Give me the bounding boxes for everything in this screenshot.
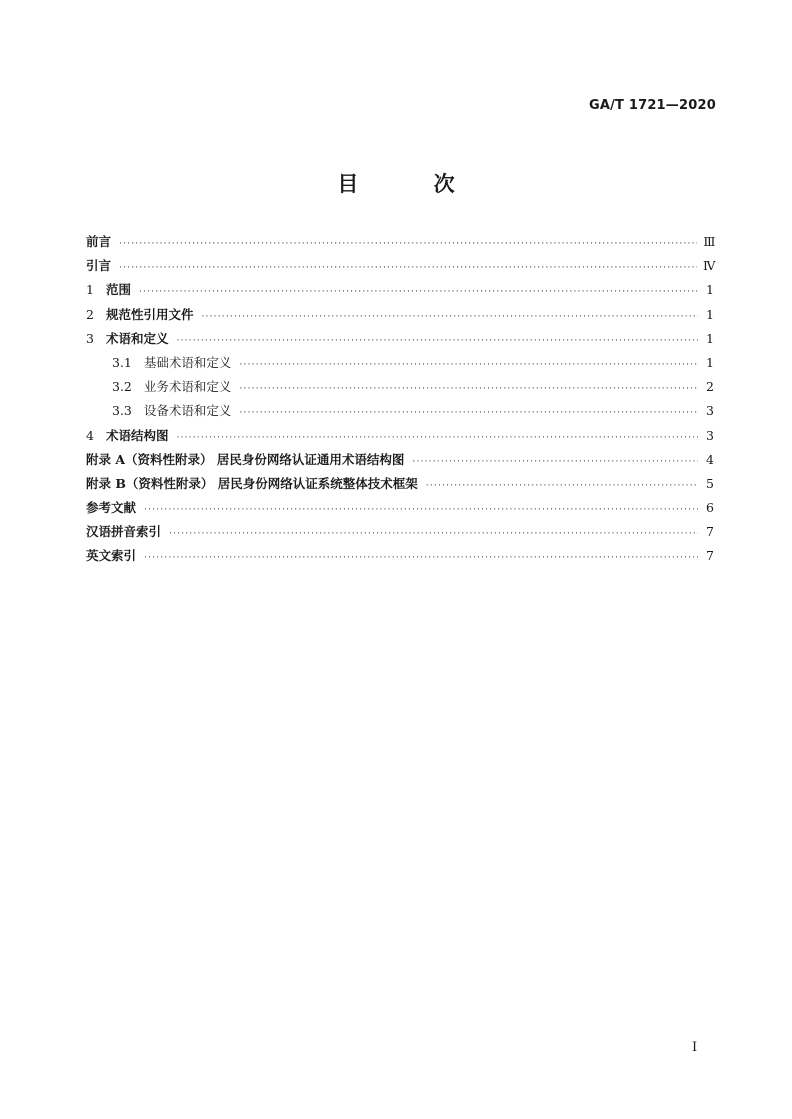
toc-entry-label: 3.2 业务术语和定义	[112, 379, 232, 395]
toc-leader-dots	[239, 360, 698, 370]
toc-entry-label: 附录 A（资料性附录） 居民身份网络认证通用术语结构图	[86, 451, 405, 467]
toc-entry-terms-definitions[interactable]	[86, 329, 714, 353]
toc-entry-label: 4 术语结构图	[86, 427, 169, 443]
toc-entry-label: 3.3 设备术语和定义	[112, 403, 232, 419]
toc-entry-introduction[interactable]	[86, 256, 714, 280]
toc-entry-number: 1	[86, 282, 94, 298]
toc-entry-number: 3.1	[112, 354, 132, 370]
toc-entry-number: 3	[86, 330, 94, 346]
toc-leader-dots	[426, 481, 698, 491]
toc-entry-appendix-a[interactable]	[86, 450, 714, 474]
toc-entry-page: 7	[706, 548, 714, 564]
toc-entry-appendix-b[interactable]	[86, 474, 714, 498]
toc-entry-label: 3.1 基础术语和定义	[112, 354, 232, 370]
toc-entry-device-terms[interactable]	[86, 401, 714, 425]
toc-title: 目 次	[337, 171, 489, 196]
toc-entry-pinyin-index[interactable]	[86, 522, 714, 546]
toc-entry-label: 2 规范性引用文件	[86, 306, 194, 322]
toc-entry-page: 4	[706, 451, 714, 467]
toc-entry-business-terms[interactable]	[86, 377, 714, 401]
toc-entry-label: 参考文献	[86, 500, 137, 516]
toc-entry-number: 3.3	[112, 403, 132, 419]
toc-leader-dots	[201, 312, 698, 322]
toc-entry-normative-references[interactable]	[86, 305, 714, 329]
toc-entry-page: 1	[706, 330, 714, 346]
toc-leader-dots	[119, 239, 697, 249]
toc-leader-dots	[144, 505, 698, 515]
toc-leader-dots	[176, 336, 698, 346]
toc-entry-label: 前言	[86, 234, 112, 249]
toc-leader-dots	[176, 433, 698, 443]
toc-leader-dots	[239, 408, 698, 418]
toc-leader-dots	[239, 384, 698, 394]
toc-leader-dots	[412, 457, 698, 467]
toc-entry-number: 2	[86, 306, 94, 322]
toc-entry-page: 6	[706, 500, 714, 516]
toc-entry-bibliography[interactable]	[86, 498, 714, 522]
toc-entry-page: Ⅳ	[703, 258, 716, 274]
toc-entry-label: 汉语拼音索引	[86, 524, 162, 540]
toc-entry-basic-terms[interactable]	[86, 353, 714, 377]
toc-entry-label: 引言	[86, 258, 112, 274]
toc-leader-dots	[144, 553, 698, 563]
toc-entry-page: 7	[706, 524, 714, 540]
toc-entry-page: Ⅲ	[703, 234, 716, 249]
toc-entry-label: 英文索引	[86, 548, 137, 564]
toc-entry-page: 1	[706, 306, 714, 322]
toc-entry-label: 1 范围	[86, 282, 131, 298]
toc-entry-term-structure[interactable]	[86, 426, 714, 450]
toc-entry-number: 3.2	[112, 379, 132, 395]
toc-leader-dots	[119, 263, 697, 273]
toc-leader-dots	[169, 529, 698, 539]
toc-entry-page: 1	[706, 354, 714, 370]
toc-leader-dots	[139, 287, 698, 297]
toc-entry-english-index[interactable]	[86, 546, 714, 570]
toc-entry-page: 3	[706, 403, 714, 419]
standard-code: GA/T 1721—2020	[588, 98, 716, 113]
toc-entry-foreword[interactable]	[86, 232, 714, 256]
table-of-contents	[86, 232, 714, 571]
toc-entry-scope[interactable]	[86, 280, 714, 304]
toc-entry-page: 5	[706, 475, 714, 491]
toc-entry-page: 2	[706, 379, 714, 395]
toc-entry-number: 4	[86, 427, 94, 443]
toc-entry-page: 1	[706, 282, 714, 298]
toc-entry-page: 3	[706, 427, 714, 443]
page-number: I	[692, 1040, 698, 1055]
toc-entry-label: 3 术语和定义	[86, 330, 169, 346]
toc-entry-label: 附录 B（资料性附录） 居民身份网络认证系统整体技术框架	[86, 475, 418, 491]
